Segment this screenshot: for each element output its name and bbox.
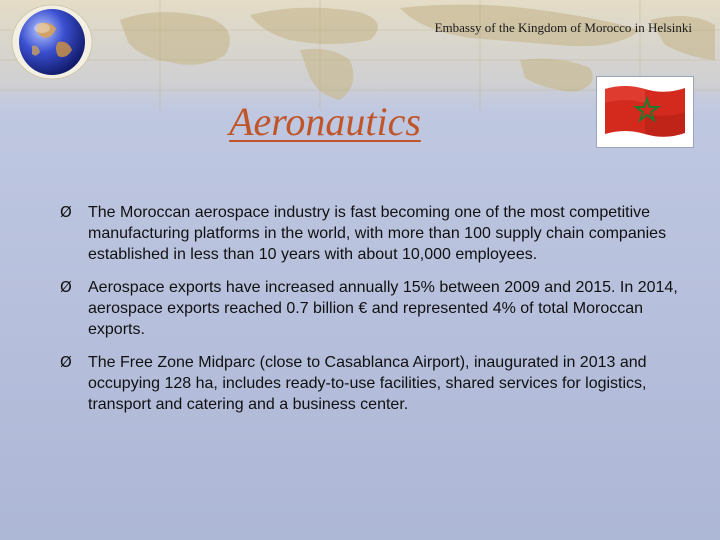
bullet-arrow-icon: Ø	[60, 203, 72, 221]
page-title: Aeronautics	[229, 99, 421, 144]
list-item	[60, 352, 700, 415]
bullet-text: The Free Zone Midparc (close to Casablanca Airport), inaugurated in 2013 and occupying 128 ha, includes ready-to-use facilities, shared services for logistics, transport and catering and a business center.	[88, 354, 647, 413]
bullet-arrow-icon: Ø	[60, 353, 72, 371]
globe-icon	[8, 2, 96, 82]
bullet-arrow-icon: Ø	[60, 278, 72, 296]
bullet-text: Aerospace exports have increased annually 15% between 2009 and 2015. In 2014, aerospace exports reached 0.7 billion € and represented 4% of total Moroccan exports.	[88, 279, 678, 338]
header-embassy-text: Embassy of the Kingdom of Morocco in Helsinki	[434, 20, 692, 35]
morocco-flag-icon	[603, 83, 687, 141]
list-item	[60, 277, 700, 340]
list-item	[60, 202, 700, 265]
flag-frame	[596, 76, 694, 148]
bullet-text: The Moroccan aerospace industry is fast becoming one of the most competitive manufacturing platforms in the world, with more than 100 supply chain companies established in less than 10 years with about 10,000 employees.	[88, 204, 667, 263]
bullet-list	[60, 202, 700, 427]
